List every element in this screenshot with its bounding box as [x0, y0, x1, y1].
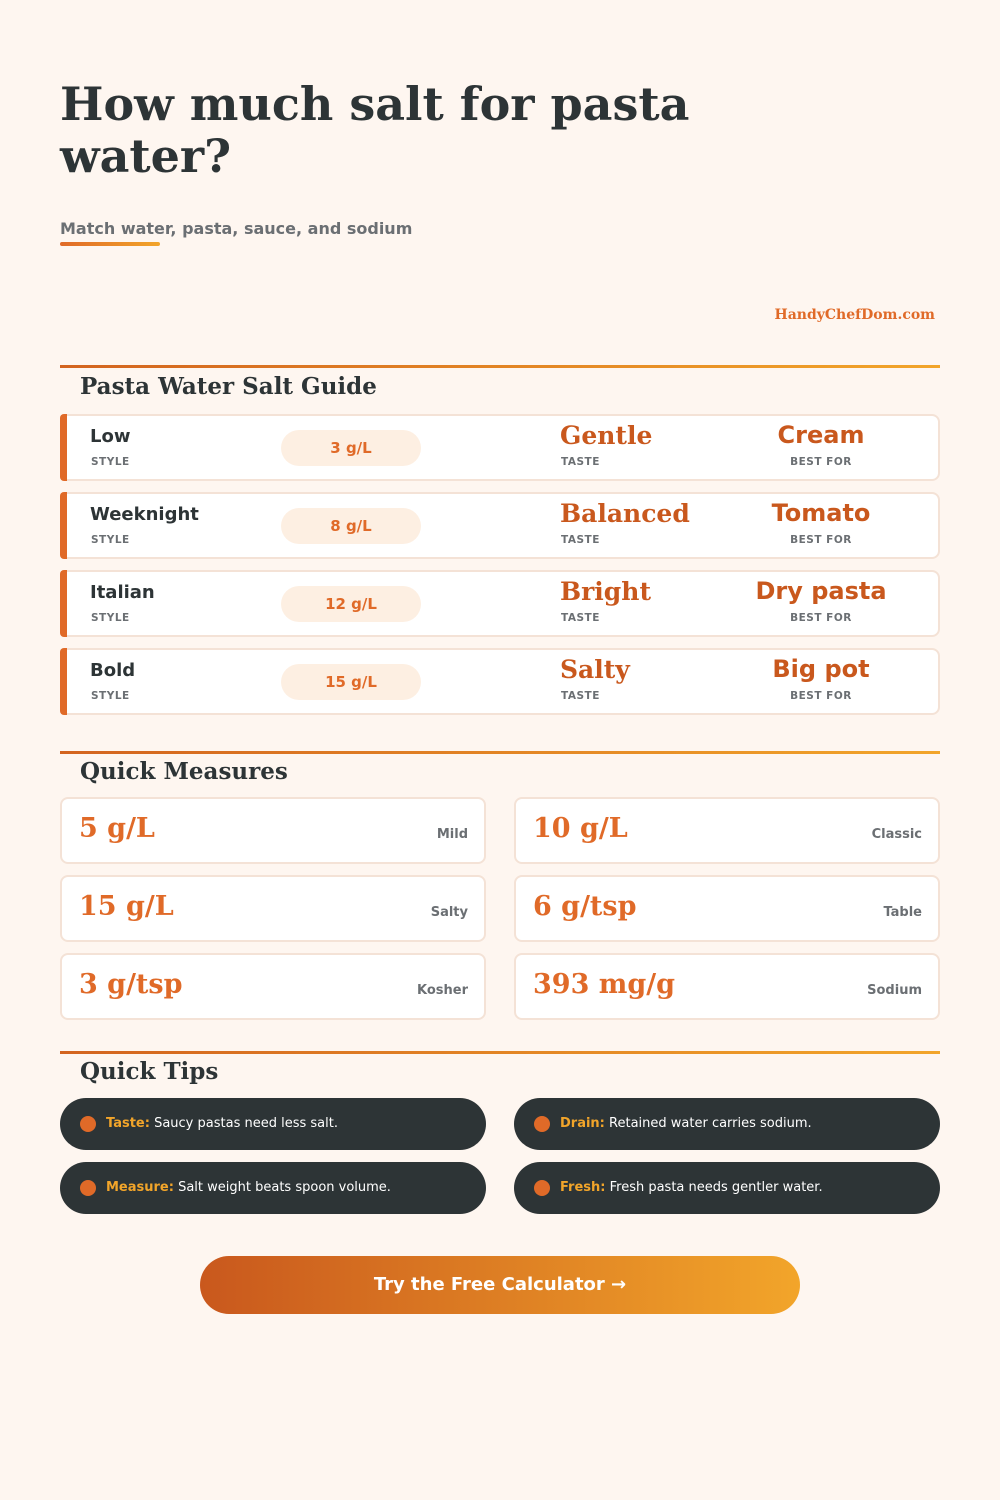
measure-value: 15 g/L: [79, 891, 174, 922]
measure-label: Mild: [436, 827, 468, 842]
row-accent-bar: [60, 648, 67, 715]
bullet-dot-icon: [534, 1180, 550, 1196]
subtitle-underline: [60, 242, 160, 246]
measure-label: Sodium: [867, 983, 922, 998]
guide-section-divider: [60, 365, 940, 368]
taste-label: TASTE: [561, 456, 600, 468]
measure-card-salty: [60, 875, 486, 942]
taste-label: TASTE: [561, 690, 600, 702]
guide-row-bold: [60, 648, 940, 715]
brand-name: HandyChefDom.com: [774, 307, 935, 323]
best-for-value: Tomato: [771, 499, 871, 527]
best-for-label: BEST FOR: [790, 456, 852, 468]
taste-value: Salty: [560, 655, 630, 684]
tips-section-title: Quick Tips: [80, 1058, 219, 1085]
tip-text: Salt weight beats spoon volume.: [178, 1180, 391, 1195]
page-subtitle: Match water, pasta, sauce, and sodium: [60, 219, 413, 238]
tip-text: Fresh pasta needs gentler water.: [609, 1180, 823, 1195]
best-for-label: BEST FOR: [790, 690, 852, 702]
rate-pill: 12 g/L: [281, 586, 421, 622]
best-for-value: Big pot: [772, 655, 870, 683]
tip-measure: [60, 1162, 486, 1214]
row-accent-bar: [60, 414, 67, 481]
style-label: STYLE: [91, 612, 130, 624]
measure-card-sodium: [514, 953, 940, 1020]
taste-label: TASTE: [561, 534, 600, 546]
measure-value: 10 g/L: [533, 813, 628, 844]
row-accent-bar: [60, 570, 67, 637]
style-label: STYLE: [91, 690, 130, 702]
measure-card-kosher: [60, 953, 486, 1020]
best-for-value: Dry pasta: [755, 577, 887, 605]
style-value: Italian: [90, 582, 155, 603]
taste-label: TASTE: [561, 612, 600, 624]
tip-text: Saucy pastas need less salt.: [154, 1116, 338, 1131]
measure-value: 393 mg/g: [533, 969, 675, 1000]
rate-pill: 8 g/L: [281, 508, 421, 544]
measure-card-classic: [514, 797, 940, 864]
best-for-value: Cream: [777, 421, 865, 449]
style-label: STYLE: [91, 456, 130, 468]
bullet-dot-icon: [534, 1116, 550, 1132]
free-calculator-button[interactable]: Try the Free Calculator →: [200, 1256, 800, 1314]
tip-label: Measure:: [106, 1180, 174, 1195]
style-label: STYLE: [91, 534, 130, 546]
best-for-label: BEST FOR: [790, 534, 852, 546]
guide-section-title: Pasta Water Salt Guide: [80, 373, 377, 400]
guide-row-weeknight: [60, 492, 940, 559]
style-value: Weeknight: [90, 504, 199, 525]
guide-row-italian: [60, 570, 940, 637]
measure-card-mild: [60, 797, 486, 864]
style-value: Low: [90, 426, 131, 447]
measure-label: Kosher: [417, 983, 468, 998]
tip-fresh: [514, 1162, 940, 1214]
style-value: Bold: [90, 660, 136, 681]
taste-value: Gentle: [560, 421, 653, 450]
best-for-label: BEST FOR: [790, 612, 852, 624]
taste-value: Bright: [560, 577, 652, 606]
tip-drain: [514, 1098, 940, 1150]
tip-label: Drain:: [560, 1116, 605, 1131]
tip-label: Taste:: [106, 1116, 150, 1131]
tip-taste: [60, 1098, 486, 1150]
tip-label: Fresh:: [560, 1180, 606, 1195]
rate-pill: 15 g/L: [281, 664, 421, 700]
measure-value: 5 g/L: [79, 813, 155, 844]
measure-label: Table: [883, 905, 922, 920]
bullet-dot-icon: [80, 1180, 96, 1196]
measure-label: Salty: [430, 905, 468, 920]
measure-value: 3 g/tsp: [79, 969, 183, 1000]
tips-section-divider: [60, 1051, 940, 1054]
rate-pill: 3 g/L: [281, 430, 421, 466]
measure-label: Classic: [871, 827, 922, 842]
bullet-dot-icon: [80, 1116, 96, 1132]
measures-section-title: Quick Measures: [80, 758, 288, 785]
row-accent-bar: [60, 492, 67, 559]
page-title: How much salt for pasta water?: [60, 77, 690, 183]
taste-value: Balanced: [560, 499, 690, 528]
measures-section-divider: [60, 751, 940, 754]
measure-card-table: [514, 875, 940, 942]
tip-text: Retained water carries sodium.: [609, 1116, 812, 1131]
measure-value: 6 g/tsp: [533, 891, 637, 922]
guide-row-low: [60, 414, 940, 481]
